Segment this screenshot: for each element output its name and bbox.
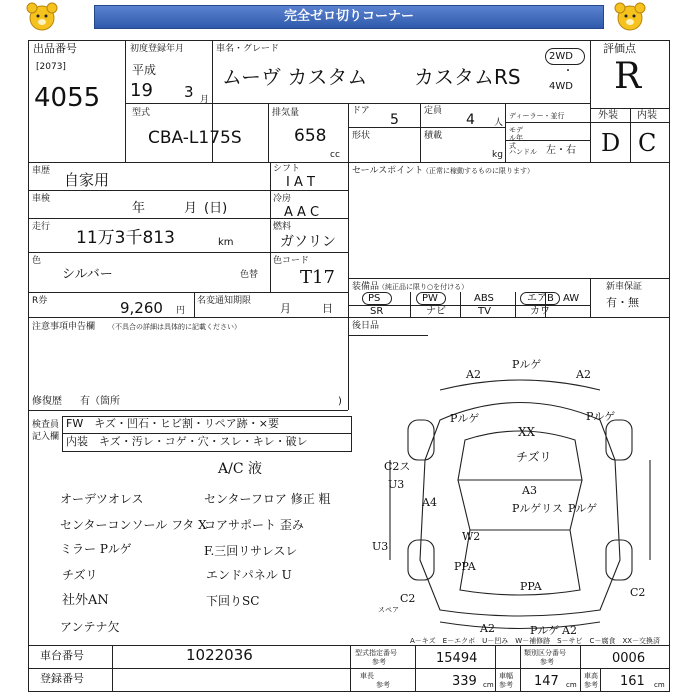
equip-airbag: エアB [527, 293, 554, 304]
mark-6: チズリ [516, 450, 552, 464]
height-label: 車高 [584, 672, 598, 680]
title-limit-label: 名変通知期限 [197, 296, 252, 306]
inspector-label-2: 記入欄 [32, 432, 60, 442]
fuel-value: ガソリン [280, 234, 336, 250]
shape-label: 形状 [352, 131, 371, 141]
first-reg-month-unit: 月 [200, 95, 210, 105]
capacity-label: 定員 [424, 106, 443, 116]
model-year-label: モデル年式 [509, 126, 523, 150]
model-label: 型式 [132, 108, 151, 118]
height-sub: 参考 [584, 681, 598, 689]
chassis-value: 1022036 [186, 646, 253, 664]
mark-12: Pルゲ [568, 502, 598, 515]
doors-value: 5 [390, 112, 399, 128]
length-value: 339 [452, 674, 477, 689]
mark-1: Pルゲ [512, 358, 542, 371]
mark-7: C2ス [384, 460, 411, 473]
inspector-label-1: 検査員 [32, 420, 60, 430]
title-limit-month: 月 [280, 302, 291, 315]
ac-label: 冷房 [273, 194, 292, 204]
equip-sr: SR [370, 306, 384, 317]
recycle-value: 9,260 [120, 299, 163, 317]
height-value: 161 [620, 674, 645, 689]
bear-logo-left [22, 2, 62, 34]
lot-number: 4055 [34, 83, 101, 113]
doors-label: ドア [352, 106, 370, 116]
warranty-label: 新車保証 [606, 282, 643, 292]
inspector-row-1: FW キズ・凹石・ヒビ割・リペア跡・×要 [66, 417, 279, 430]
car-name: ムーヴ カスタム [222, 65, 368, 89]
capacity-unit: 人 [494, 118, 504, 128]
shift-label: シフト [273, 164, 301, 174]
equipment-label: 装備品 [352, 282, 380, 292]
rating-value: R [614, 56, 642, 97]
first-reg-era: 平成 [132, 63, 157, 77]
chassis-label: 車台番号 [40, 649, 84, 662]
note-8: エンドパネル U [206, 568, 292, 582]
equip-leather: カワ [530, 306, 550, 317]
title-limit-day: 日 [322, 302, 333, 315]
mileage-label: 走行 [32, 222, 51, 232]
length-label: 車長 [360, 672, 374, 680]
equip-navi: ナビ [426, 306, 446, 317]
car-name-label: 車名・グレード [216, 44, 280, 54]
bear-logo-right [610, 2, 650, 34]
mark-19: A2 [562, 624, 577, 637]
class-no-label: 類別区分番号 [524, 649, 566, 657]
mark-4: Pルゲ [586, 410, 616, 423]
note-0: A/C 液 [218, 461, 262, 477]
sales-point-sub: （正常に稼動するものに限ります） [422, 167, 534, 175]
spec-cat-label: 型式指定番号 [355, 649, 397, 657]
note-10: 下回りSC [206, 594, 260, 608]
int-label: 内装 [637, 110, 657, 121]
load-label: 積載 [424, 131, 443, 141]
note-4: コアサポート 歪み [204, 518, 304, 532]
first-reg-year: 19 [130, 80, 153, 101]
spec-cat-sub: 参考 [372, 658, 386, 666]
ext-rating: D [601, 129, 621, 157]
handle-value: 左・右 [546, 145, 576, 156]
handle-label: ハンドル [509, 148, 537, 156]
note-6: F.三回リサレスレ [204, 544, 298, 558]
width-value: 147 [534, 674, 559, 689]
color-swap-label: 色替 [240, 270, 259, 280]
recycle-label: R券 [32, 296, 48, 306]
equip-pw: PW [422, 293, 438, 304]
color-label: 色 [32, 256, 42, 266]
note-7: チズリ [62, 568, 98, 582]
inspection-label: 車検 [32, 194, 51, 204]
mark-14: W2 [462, 530, 481, 543]
header-title: 完全ゼロ切りコーナー [283, 9, 414, 24]
mark-9: A4 [422, 496, 437, 509]
notes-sub: （不具合の詳細は具体的に記載ください） [108, 323, 241, 331]
equipment-sub: （純正品に限り○を付ける） [378, 283, 469, 291]
history-value: 自家用 [64, 171, 110, 189]
warranty-value: 有・無 [606, 296, 639, 309]
mark-17: A2 [480, 622, 495, 635]
width-sub: 参考 [499, 681, 513, 689]
mark-15: PPA [454, 560, 476, 573]
width-label: 車幅 [499, 672, 513, 680]
reg-no-label: 登録番号 [40, 672, 84, 685]
mark-16: PPA [520, 580, 542, 593]
model-value: CBA-L175S [148, 128, 242, 148]
sales-point-label: セールスポイント [352, 166, 424, 176]
length-sub: 参考 [376, 681, 390, 689]
mark-5: XX [518, 425, 536, 439]
inspection-month: 月 [184, 201, 198, 216]
dealer-label: ディーラー・並行 [509, 112, 565, 120]
mark-11: Pルゲリス [512, 502, 563, 515]
mark-0: A2 [466, 368, 481, 381]
equip-ps: PS [368, 293, 381, 304]
inspection-day: (日) [204, 201, 228, 216]
width-unit: cm [566, 681, 577, 689]
note-5: ミラー Pルゲ [60, 542, 132, 556]
class-no-sub: 参考 [540, 658, 554, 666]
color-value: シルバー [62, 267, 113, 282]
equip-tv: TV [478, 306, 491, 317]
recycle-unit: 円 [176, 306, 186, 316]
car-grade: カスタムRS [414, 65, 521, 89]
capacity-value: 4 [466, 112, 475, 128]
length-unit: cm [483, 681, 494, 689]
note-9: 社外AN [62, 593, 109, 608]
color-code-value: T17 [300, 267, 335, 288]
first-reg-label: 初度登録年月 [130, 44, 185, 54]
fuel-label: 燃料 [273, 222, 292, 232]
drive-4wd: 4WD [549, 81, 573, 92]
displacement-unit: cc [330, 150, 340, 160]
lot-label: 出品番号 [33, 42, 77, 55]
damage-legend: A－キズ E－エクボ U－凹み W－補修跡 S－サビ C－腐食 XX－交換済 [410, 637, 661, 645]
header-band [94, 5, 604, 29]
color-code-label: 色コード [273, 256, 310, 266]
first-reg-month: 3 [184, 83, 194, 101]
height-unit: cm [654, 681, 665, 689]
rating-label: 評価点 [603, 42, 636, 55]
inspector-row-2: 内装 キズ・汚レ・コゲ・穴・スレ・キレ・破レ [66, 435, 308, 448]
displacement-value: 658 [294, 126, 327, 146]
kg-label: kg [492, 150, 503, 160]
equip-abs: ABS [474, 293, 494, 304]
lot-sub: [2073] [36, 62, 66, 72]
inspection-year: 年 [132, 201, 146, 216]
drive-2wd: 2WD [549, 51, 573, 62]
mark-2: A2 [576, 368, 591, 381]
class-no-value: 0006 [612, 651, 646, 666]
mark-21: C2 [630, 586, 646, 599]
history-label: 車歴 [32, 166, 51, 176]
after-label: 後日品 [352, 321, 380, 331]
equip-aw: AW [563, 293, 580, 304]
note-1: オーデツオレス [60, 492, 144, 506]
ext-label: 外装 [598, 110, 618, 121]
repair-value: 有（箇所 [80, 396, 120, 407]
mileage-unit: km [218, 237, 234, 248]
displacement-label: 排気量 [272, 108, 300, 118]
ac-value: A A C [284, 205, 320, 220]
repair-label: 修復歴 [32, 396, 62, 407]
mark-10: A3 [522, 484, 537, 497]
mark-8: U3 [388, 478, 405, 491]
spec-cat-value: 15494 [436, 651, 478, 666]
int-rating: C [638, 129, 657, 157]
mark-20: C2 [400, 592, 416, 605]
note-11: アンテナ欠 [60, 620, 120, 634]
mileage-value: 11万3千813 [76, 228, 175, 248]
shift-value: I A T [286, 175, 315, 190]
mark-13: U3 [372, 540, 389, 553]
mark-3: Pルゲ [450, 412, 480, 425]
notes-label: 注意事項申告欄 [32, 322, 96, 332]
note-3: センターコンソール フタ X [60, 518, 207, 532]
mark-18: Pルゲ [530, 624, 560, 637]
mark-22: スペア [378, 606, 399, 614]
note-2: センターフロア 修正 粗 [204, 492, 331, 506]
